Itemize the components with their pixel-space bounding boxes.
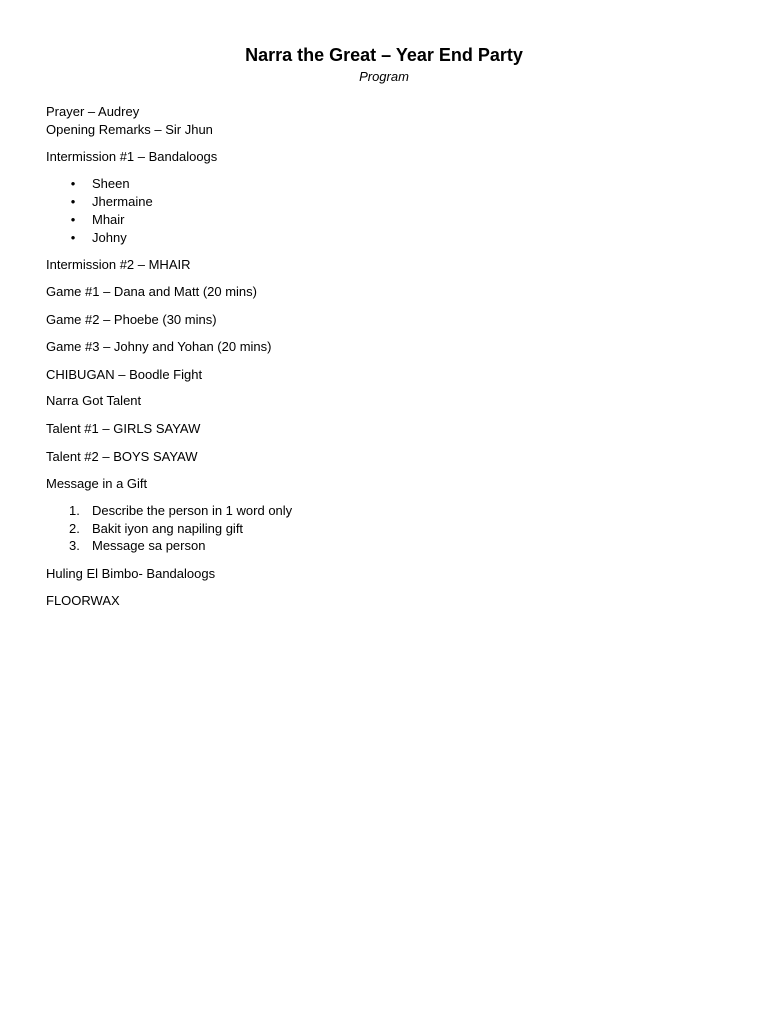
- program-line-game-2: Game #2 – Phoebe (30 mins): [46, 312, 217, 327]
- program-line-opening-remarks: Opening Remarks – Sir Jhun: [46, 122, 213, 137]
- document-title: Narra the Great – Year End Party: [245, 45, 523, 65]
- bullet-icon: •: [70, 230, 76, 245]
- program-line-intermission-2: Intermission #2 – MHAIR: [46, 257, 191, 272]
- program-line-chibugan: CHIBUGAN – Boodle Fight: [46, 367, 203, 382]
- step-text: Message sa person: [92, 538, 206, 553]
- program-line-huling-el-bimbo: Huling El Bimbo- Bandaloogs: [46, 566, 216, 581]
- bullet-icon: •: [70, 212, 76, 227]
- step-number: 1.: [69, 503, 80, 518]
- program-line-talent-1: Talent #1 – GIRLS SAYAW: [46, 421, 201, 436]
- program-line-talent-2: Talent #2 – BOYS SAYAW: [46, 449, 198, 464]
- step-number: 2.: [69, 521, 80, 536]
- step-text: Describe the person in 1 word only: [92, 503, 293, 518]
- bullet-icon: •: [70, 194, 76, 209]
- program-line-intermission-1: Intermission #1 – Bandaloogs: [46, 149, 218, 164]
- step-number: 3.: [69, 538, 80, 553]
- program-line-message-in-a-gift: Message in a Gift: [46, 476, 148, 491]
- program-line-floorwax: FLOORWAX: [46, 593, 120, 608]
- program-line-game-1: Game #1 – Dana and Matt (20 mins): [46, 284, 257, 299]
- member-name: Sheen: [92, 176, 130, 191]
- document-subtitle: Program: [359, 69, 409, 84]
- member-name: Jhermaine: [92, 194, 153, 209]
- member-name: Mhair: [92, 212, 125, 227]
- bullet-icon: •: [70, 176, 76, 191]
- program-line-prayer: Prayer – Audrey: [46, 104, 140, 119]
- program-line-game-3: Game #3 – Johny and Yohan (20 mins): [46, 339, 272, 354]
- member-name: Johny: [92, 230, 127, 245]
- step-text: Bakit iyon ang napiling gift: [92, 521, 244, 536]
- program-line-narra-got-talent: Narra Got Talent: [46, 393, 142, 408]
